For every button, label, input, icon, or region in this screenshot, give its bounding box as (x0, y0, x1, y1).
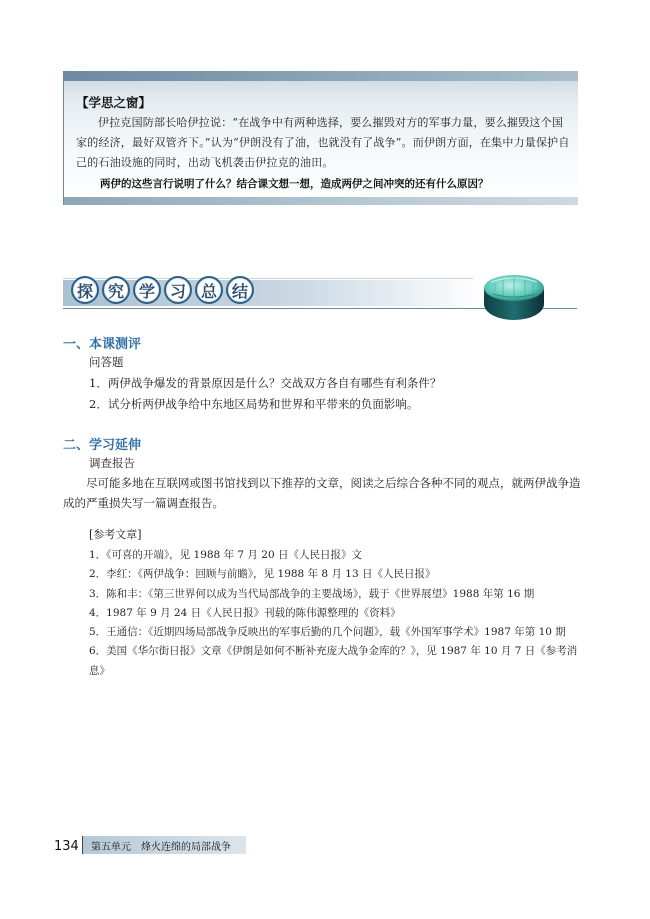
summary-banner (63, 270, 577, 325)
think-window-box (63, 71, 578, 205)
banner-char: 总 (195, 276, 223, 304)
reference-item: 3．陈和丰：《第三世界何以成为当代局部战争的主要战场》，载于《世界展望》1988 年第 16 期 (89, 587, 535, 600)
section1-subheading: 问答题 (89, 355, 124, 369)
section1-heading: 一、本课测评 (63, 337, 142, 352)
think-box-body: 伊拉克国防部长哈伊拉说：“在战争中有两种选择，要么摧毁对方的军事力量，要么摧毁这个国家的经济，最好双管齐下。”认为“伊朗没有了油，也就没有了战争”。而伊朗方面，在集中力量保护自己的石油设施的同时，出动飞机袭击伊拉克的油田。 (76, 116, 570, 169)
reference-item: 4．1987 年 9 月 24 日《人民日报》刊载的陈伟源整理的《资料》 (89, 606, 401, 619)
banner-title (71, 276, 254, 304)
footer-unit-bar (82, 836, 246, 854)
reference-title: [参考文章] (89, 528, 142, 541)
page-number: 134 (54, 839, 79, 854)
banner-char: 究 (102, 276, 130, 304)
banner-char: 探 (71, 276, 99, 304)
drum-ornament-icon (481, 270, 547, 325)
banner-char: 学 (133, 276, 161, 304)
section2-subheading: 调查报告 (89, 456, 135, 470)
section2-paragraph: 尽可能多地在互联网或图书馆找到以下推荐的文章，阅读之后综合各种不同的观点，就两伊战争造成的严重损失写一篇调查报告。 (63, 476, 581, 510)
section1-question-1: 1．两伊战争爆发的背景原因是什么？交战双方各自有哪些有利条件？ (89, 376, 442, 390)
think-box-question: 两伊的这些言行说明了什么？结合课文想一想，造成两伊之间冲突的还有什么原因？ (100, 178, 489, 190)
banner-char: 结 (226, 276, 254, 304)
section2-heading: 二、学习延伸 (63, 438, 142, 453)
reference-item: 1．《可喜的开端》，见 1988 年 7 月 20 日《人民日报》文 (89, 549, 362, 561)
reference-list (89, 546, 589, 681)
think-box-title: 【学思之窗】 (76, 95, 152, 110)
think-box-bottom-bar (64, 197, 578, 205)
section1-question-2: 2．试分析两伊战争给中东地区局势和世界和平带来的负面影响。 (89, 397, 419, 411)
reference-item: 5．王通信：《近期四场局部战争反映出的军事后勤的几个问题》，载《外国军事学术》1987 年第 10 期 (89, 626, 566, 639)
reference-item: 6．美国《华尔街日报》文章《伊朗是如何不断补充庞大战争金库的？》，见 1987 年 10 月 7 日《参考消息》 (89, 645, 578, 677)
think-box-top-bar (64, 71, 578, 81)
reference-item: 2．李红：《两伊战争：回顾与前瞻》，见 1988 年 8 月 13 日《人民日报》 (89, 568, 436, 581)
banner-char: 习 (164, 276, 192, 304)
footer-unit-title: 第五单元 烽火连绵的局部战争 (91, 842, 231, 853)
